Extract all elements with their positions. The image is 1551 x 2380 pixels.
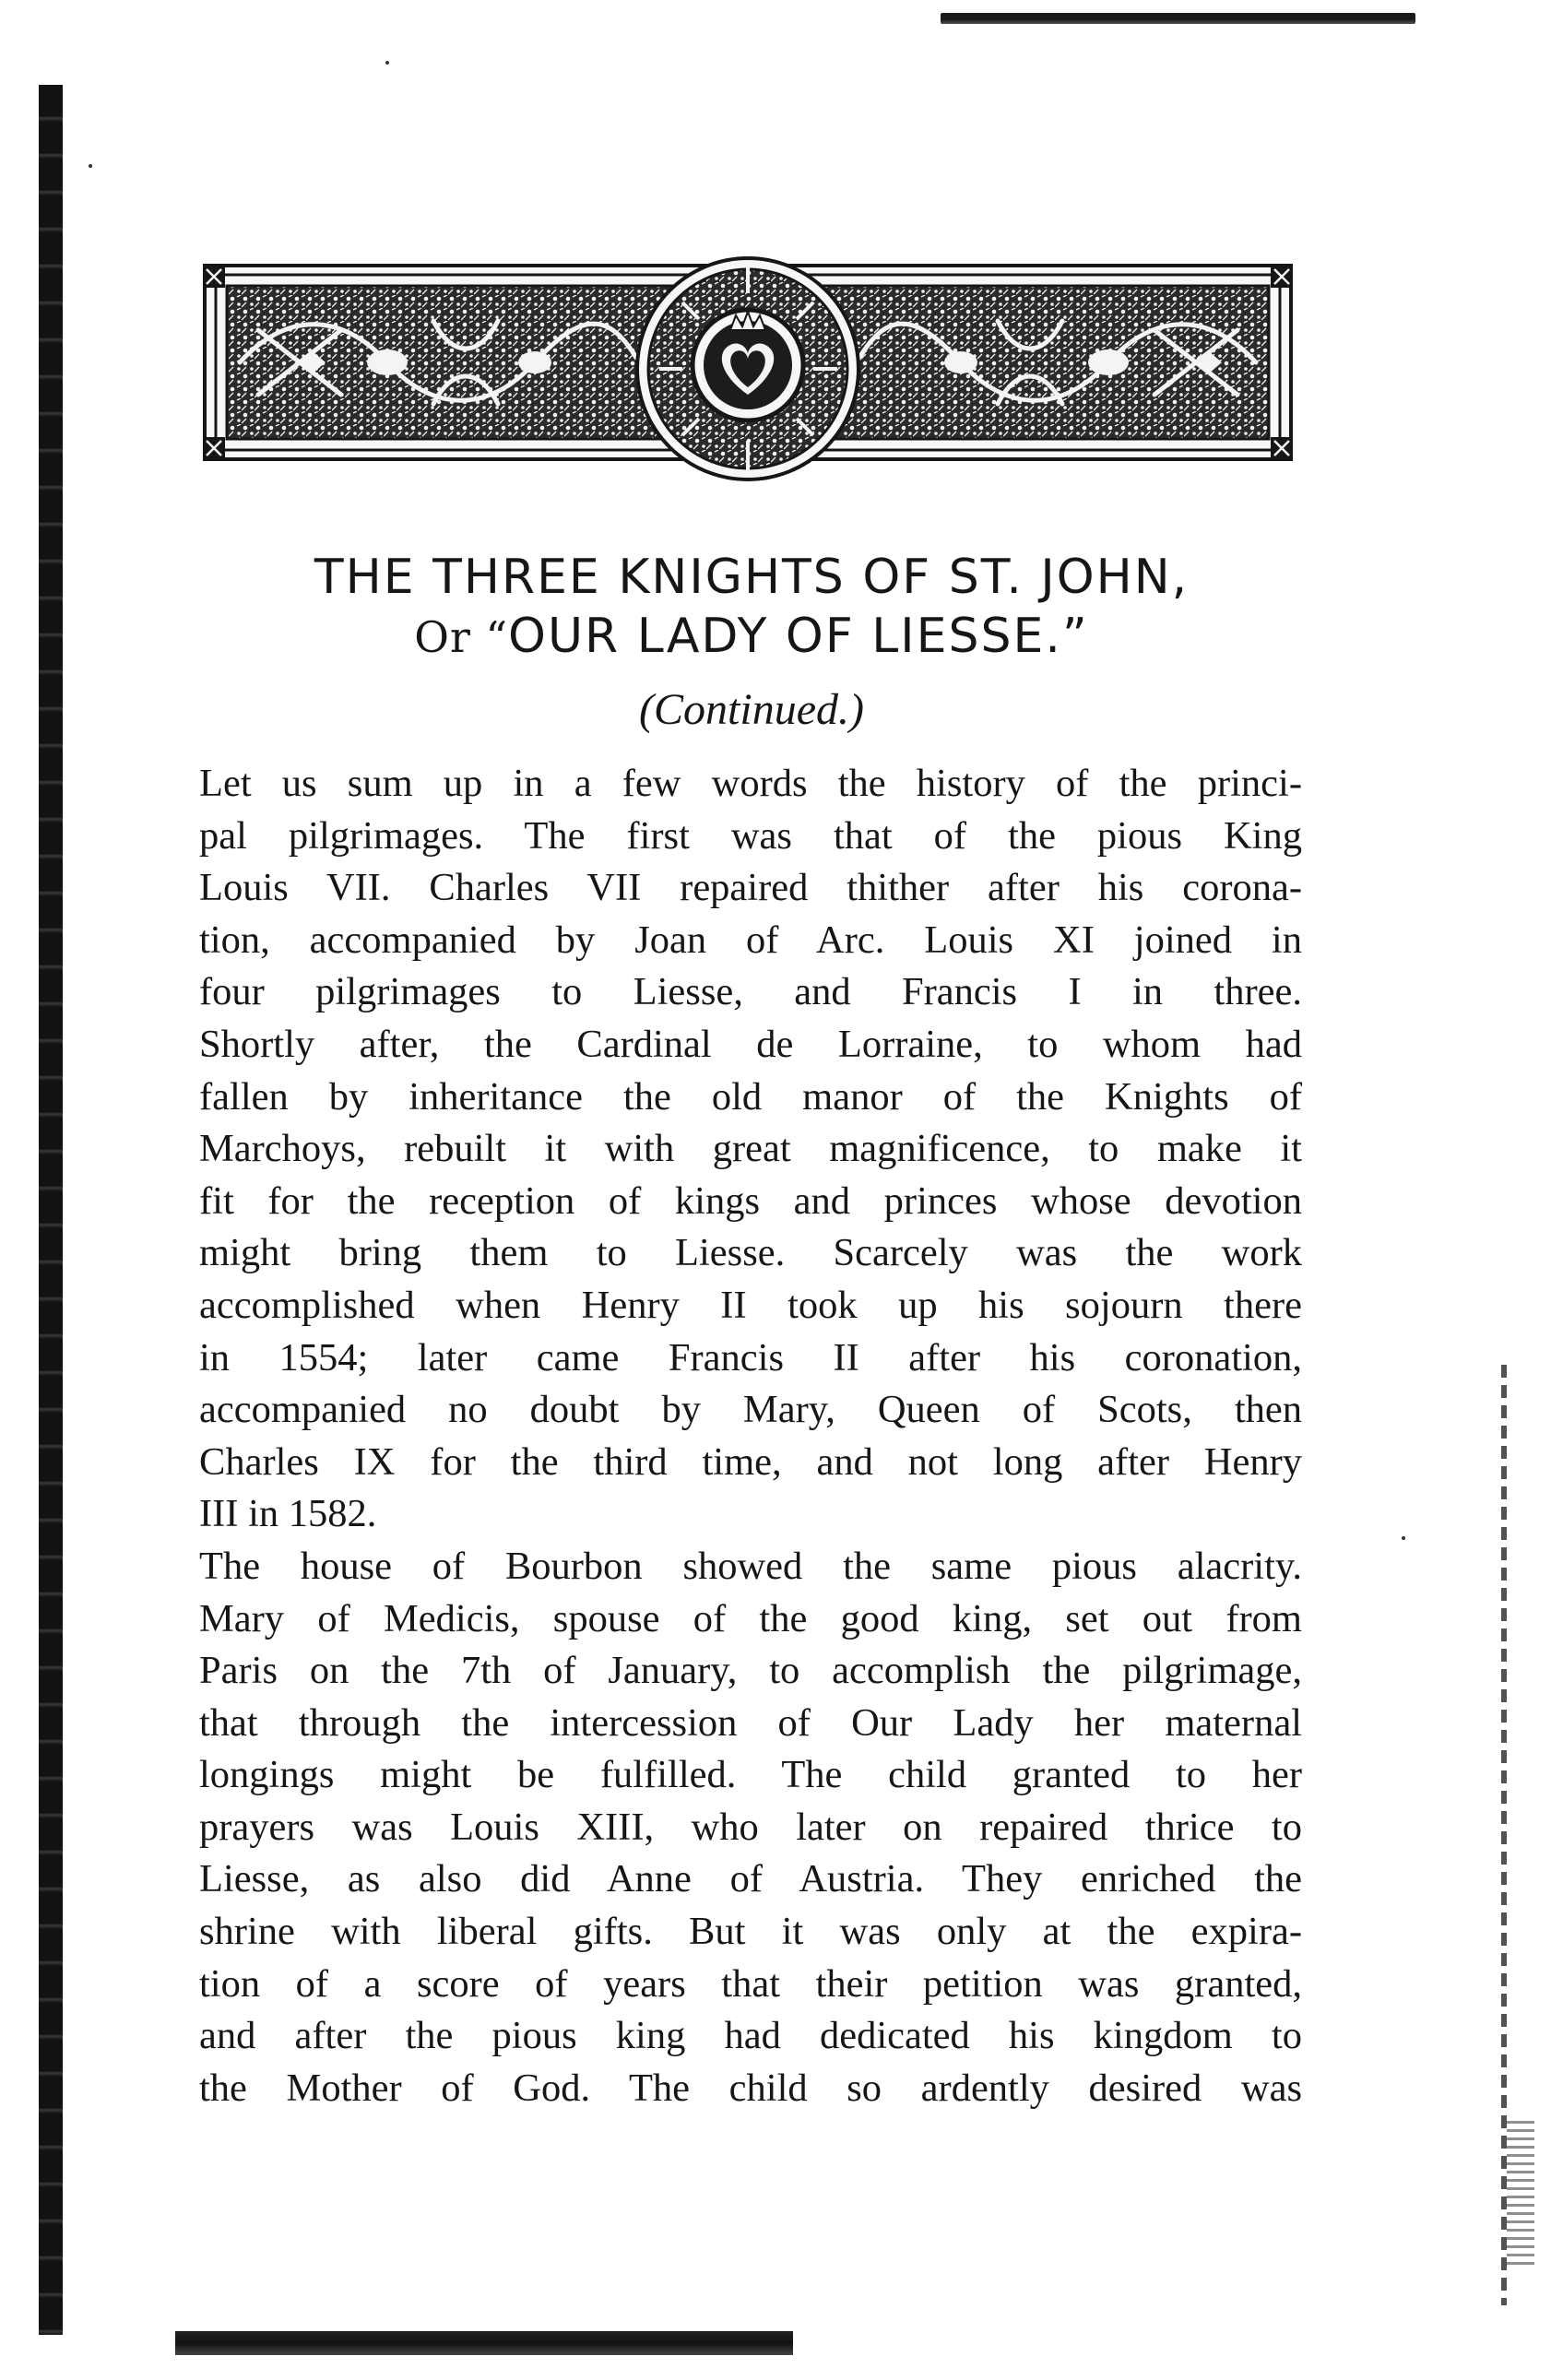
text-line: Louis VII. Charles VII repaired thither after his corona- [199,866,1302,910]
scan-left-edge [39,85,63,2335]
article-title: THE THREE KNIGHTS OF ST. JOHN, [314,550,1190,605]
text-line: III in 1582. [199,1492,377,1536]
continued-note: (Continued.) [639,685,864,734]
scan-bottom-rule [175,2331,793,2355]
text-line: Let us sum up in a few words the history of the princi- [199,762,1302,805]
subtitle-lead: Or “ [414,612,509,662]
text-line: accomplished when Henry II took up his sojourn there [199,1283,1302,1327]
text-line: Marchoys, rebuilt it with great magnificence, to make it [199,1127,1302,1171]
text-line: fit for the reception of kings and princes whose devotion [199,1178,1302,1223]
scan-speck [89,164,92,168]
text-line: Mary of Medicis, spouse of the good king, set out from [199,1596,1302,1640]
scan-speck [1402,1536,1405,1540]
text-line: accompanied no doubt by Mary, Queen of Scots, then [199,1388,1302,1432]
text-line: Liesse, as also did Anne of Austria. They enriched the [199,1857,1302,1901]
text-line: that through the intercession of Our Lady her maternal [199,1700,1302,1745]
text-line: fallen by inheritance the old manor of the Knights of [199,1074,1302,1119]
text-line: in 1554; later came Francis II after his coronation, [199,1335,1302,1379]
scan-top-rule [941,13,1415,24]
subtitle-main: OUR LADY OF LIESSE.” [508,609,1089,664]
ornamental-header-band [203,256,1293,481]
text-line: shrine with liberal gifts. But it was only at the expira- [199,1910,1302,1954]
text-line: The house of Bourbon showed the same pious alacrity. [199,1544,1302,1588]
central-medallion [637,258,858,480]
text-line: the Mother of God. The child so ardently desired was [199,2066,1302,2110]
text-line: Paris on the 7th of January, to accomplish the pilgrimage, [199,1649,1302,1693]
text-line: four pilgrimages to Liesse, and Francis I in three. [199,970,1302,1014]
text-line: Shortly after, the Cardinal de Lorraine, to whom had [199,1022,1302,1066]
text-line: Charles IX for the third time, and not long after Henry [199,1439,1302,1484]
text-line: longings might be fulfilled. The child granted to her [199,1753,1302,1797]
text-line: pal pilgrimages. The first was that of the pious King [199,813,1302,858]
text-line: tion, accompanied by Joan of Arc. Louis XI joined in [199,918,1302,962]
paragraph-1 [199,758,1302,1541]
paragraph-2 [199,1541,1302,2115]
article-body [199,758,1302,2114]
article-subtitle [138,609,1365,665]
text-line: tion of a score of years that their petition was granted, [199,1961,1302,2006]
scan-right-mark [1507,2121,1534,2268]
text-line: might bring them to Liesse. Scarcely was the work [199,1231,1302,1275]
scan-speck [385,61,389,65]
text-line: and after the pious king had dedicated his kingdom to [199,2014,1302,2058]
text-line: prayers was Louis XIII, who later on repaired thrice to [199,1805,1302,1849]
